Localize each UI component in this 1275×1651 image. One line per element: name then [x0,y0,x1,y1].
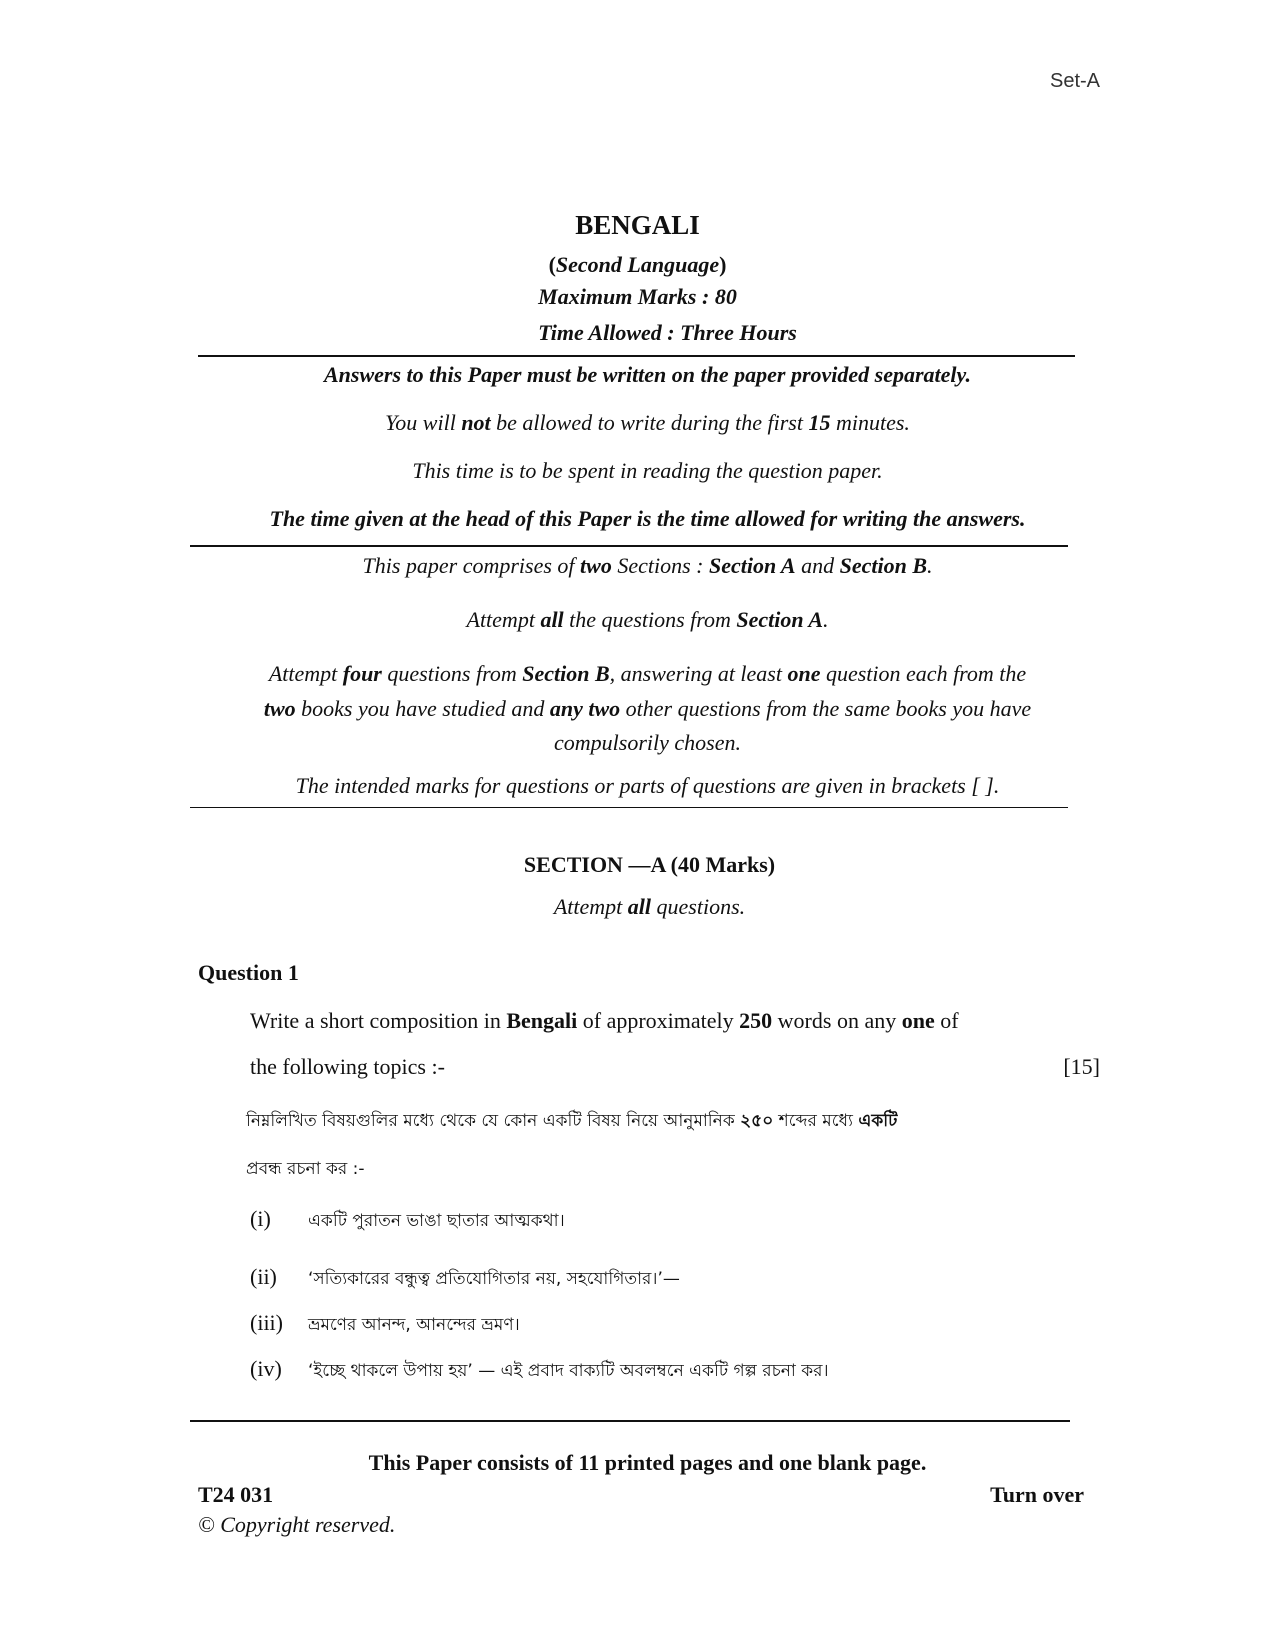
question-1-marks: [15] [1063,1054,1100,1079]
answers-note: Answers to this Paper must be written on the paper provided separately. [324,362,971,387]
instructions-divider [190,545,1068,547]
section-divider [190,807,1068,808]
instruction-line-4: The time given at the head of this Paper is the time allowed for writing the answers. [269,506,1026,531]
paper-code: T24 031 [198,1482,274,1507]
instruction-line-5: This paper comprises of two Sections : Section A and Section B. [362,553,933,578]
option-text: একটি পুরাতন ভাঙা ছাতার আত্মকথা। [308,1211,565,1231]
footer-divider [190,1420,1070,1422]
question-1-bengali-line-1: নিম্নলিখিত বিষয়গুলির মধ্যে থেকে যে কোন একটি বিষয় নিয়ে আনুমানিক ২৫০ শব্দের মধ্যে একটি [246,1111,898,1131]
set-label: Set-A [1050,70,1101,92]
option-number: (ii) [250,1264,277,1289]
question-1-english-line-1: Write a short composition in Bengali of approximately 250 words on any one of [250,1008,959,1033]
pages-note: This Paper consists of 11 printed pages and one blank page. [368,1450,927,1475]
paper-subject-title: BENGALI [575,210,700,240]
copyright-note: © Copyright reserved. [198,1512,396,1537]
option-number: (iv) [250,1356,282,1381]
turn-over-label: Turn over [990,1482,1084,1507]
section-a-heading: SECTION —A (40 Marks) [523,852,776,877]
option-number: (iii) [250,1310,283,1335]
section-a-attempt: Attempt all questions. [553,894,746,919]
paper-subtitle: (Second Language) [548,252,727,277]
instruction-line-10: The intended marks for questions or parts of questions are given in brackets [ ]. [295,773,1000,798]
option-number: (i) [250,1206,271,1231]
instruction-line-8: two books you have studied and any two other questions from the same books you have [263,696,1032,721]
question-1-english-line-2: the following topics :- [250,1054,445,1079]
instruction-line-6: Attempt all the questions from Section A. [466,607,829,632]
header-divider [198,355,1075,357]
instruction-line-2: You will not be allowed to write during the first 15 minutes. [385,410,910,435]
question-1-label: Question 1 [198,960,299,985]
option-text: ভ্রমণের আনন্দ, আনন্দের ভ্রমণ। [308,1315,520,1335]
max-marks: Maximum Marks : 80 [538,284,737,309]
instruction-line-3: This time is to be spent in reading the question paper. [412,458,883,483]
instruction-line-7: Attempt four questions from Section B, answering at least one question each from the [268,661,1027,686]
option-text: ‘ইচ্ছে থাকলে উপায় হয়’ — এই প্রবাদ বাক্যটি অবলম্বনে একটি গল্প রচনা কর। [308,1361,829,1381]
instruction-line-9: compulsorily chosen. [554,730,741,755]
question-1-bengali-line-2: প্রবন্ধ রচনা কর :- [246,1159,365,1179]
time-allowed: Time Allowed : Three Hours [538,320,797,345]
option-text: ‘সত্যিকারের বন্ধুত্ব প্রতিযোগিতার নয়, সহযোগিতার।’— [308,1269,680,1289]
